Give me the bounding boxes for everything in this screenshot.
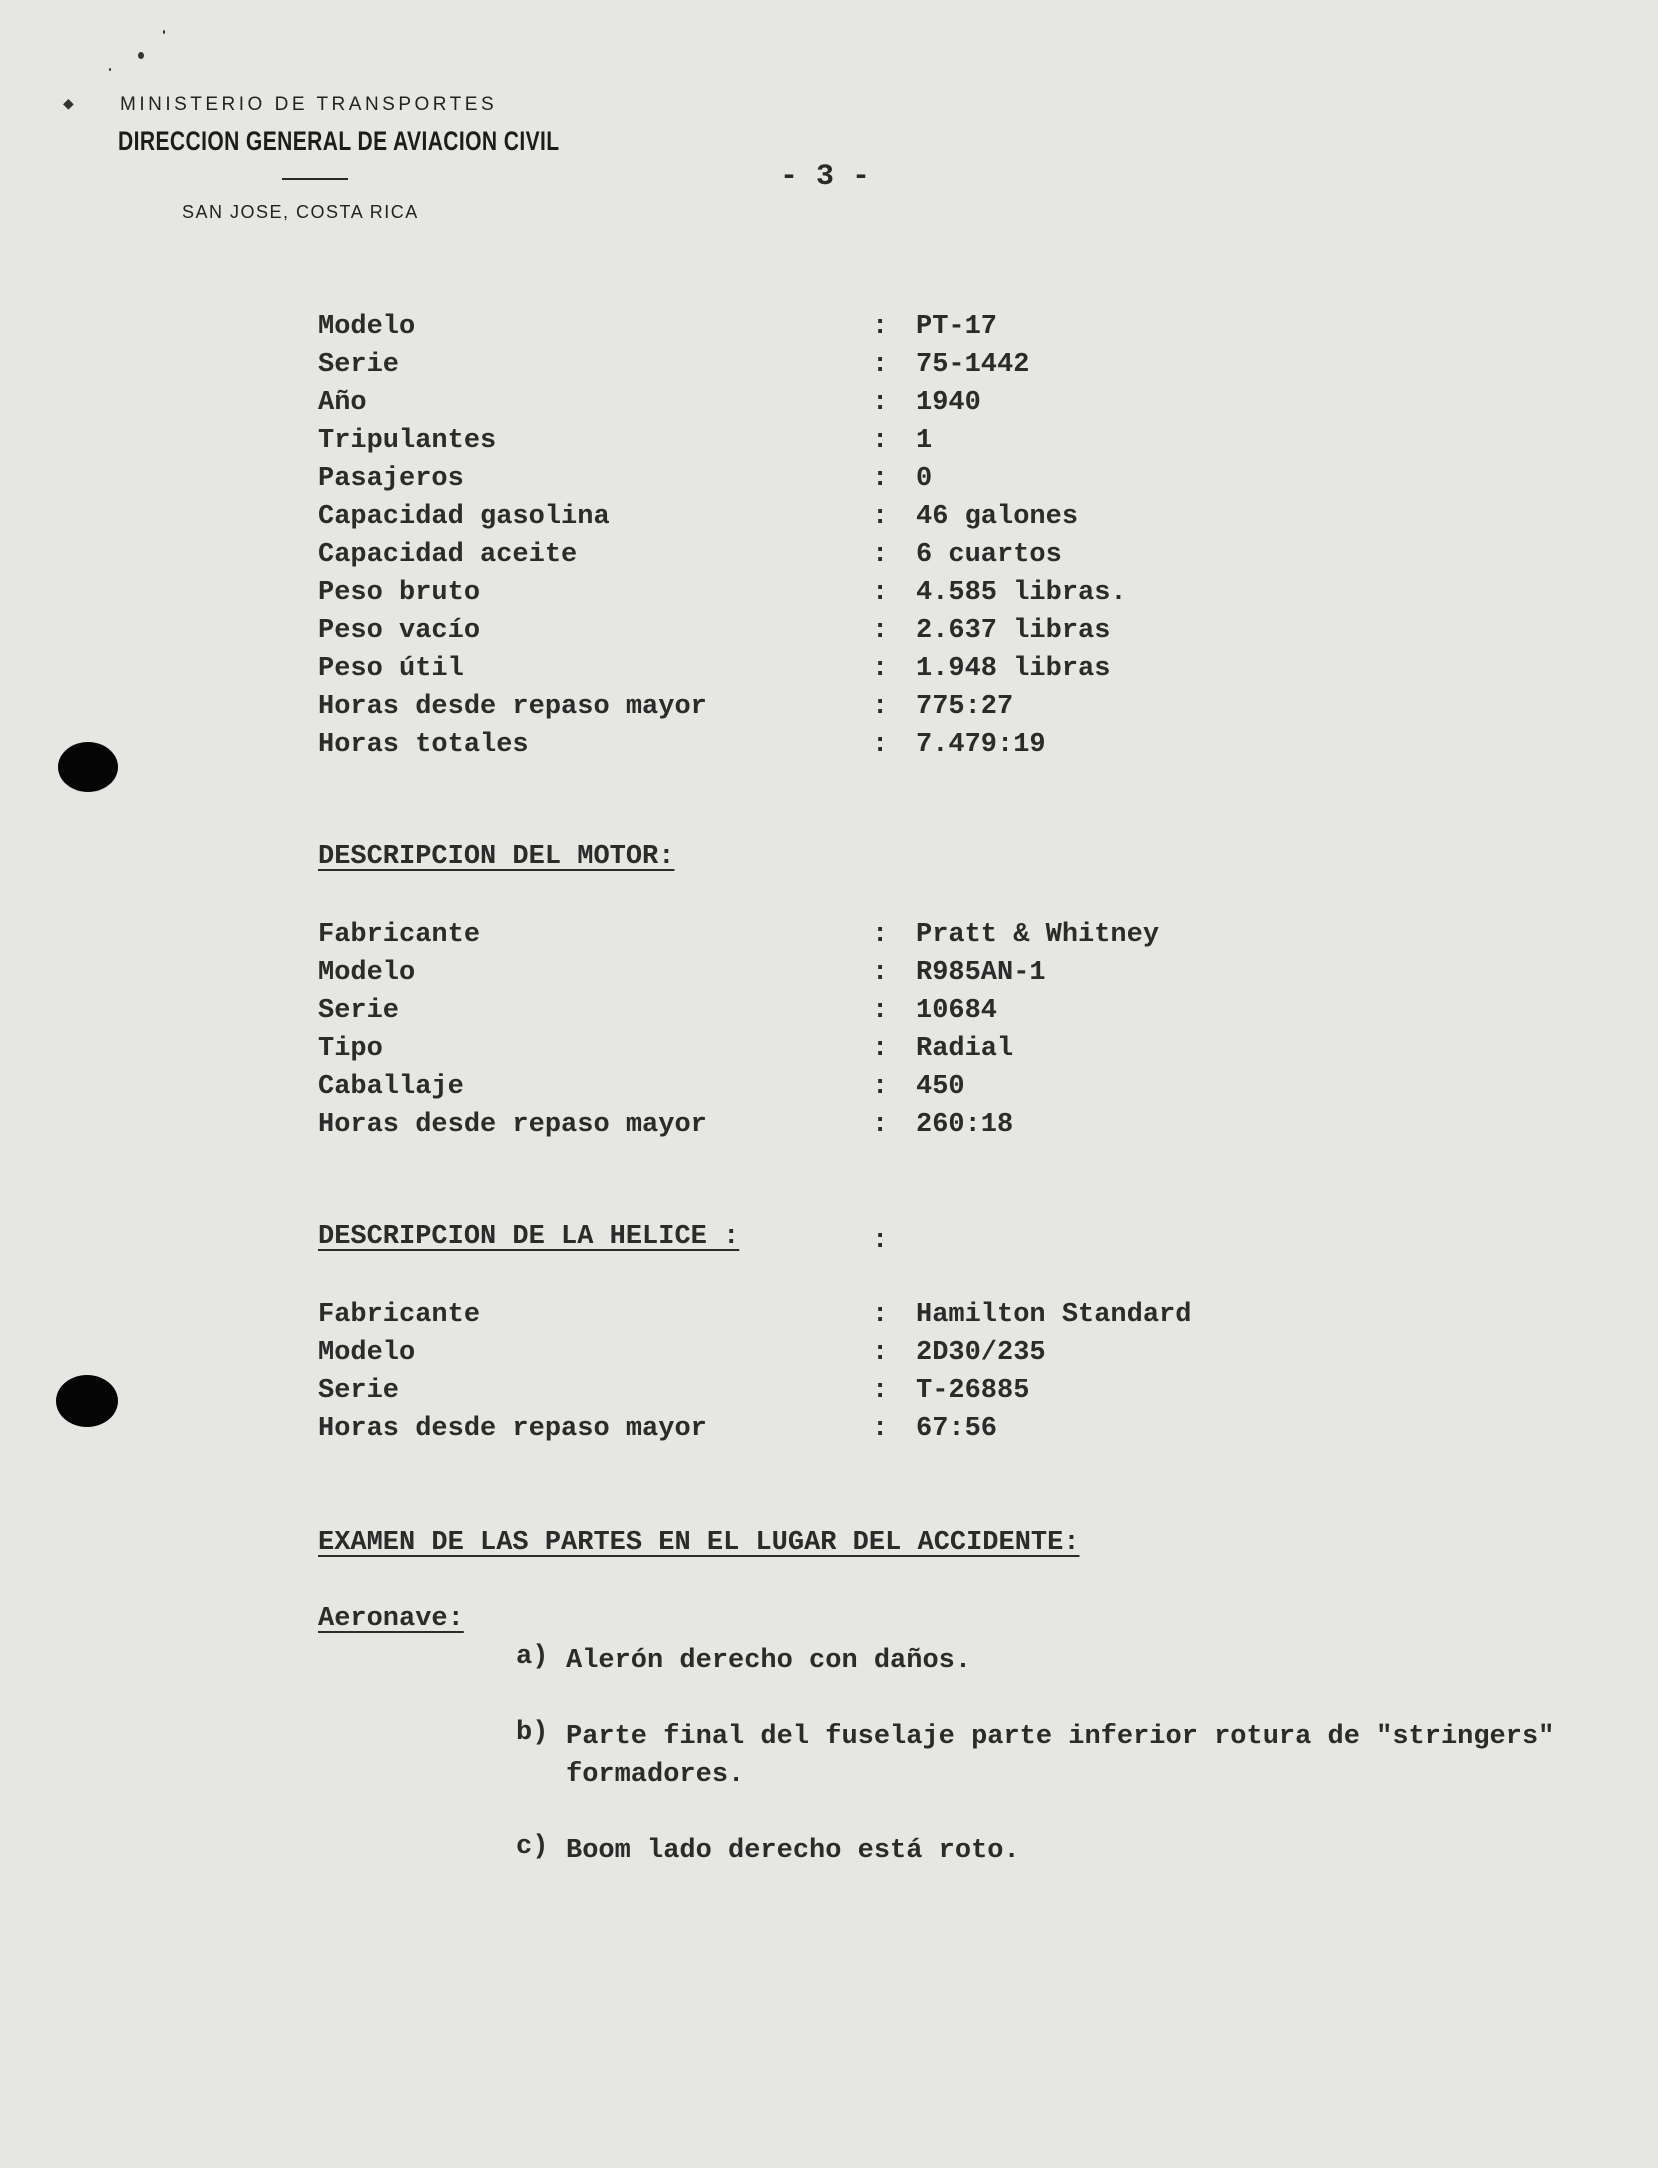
item-marker: a)	[516, 1642, 549, 1672]
damage-item	[516, 1832, 1020, 1952]
aircraft-row	[0, 578, 1658, 614]
row-colon: :	[872, 958, 889, 988]
row-label: Peso vacío	[318, 616, 481, 646]
row-colon: :	[872, 312, 889, 342]
row-value: R985AN-1	[916, 958, 1046, 988]
row-label: Capacidad aceite	[318, 540, 578, 570]
item-text: Boom lado derecho está roto.	[566, 1836, 1020, 1866]
row-colon: :	[872, 730, 889, 760]
row-colon: :	[872, 1072, 889, 1102]
row-colon: :	[872, 388, 889, 418]
motor-row	[0, 1110, 1658, 1146]
row-colon: :	[872, 578, 889, 608]
row-label: Año	[318, 388, 367, 418]
row-label: Tripulantes	[318, 426, 497, 456]
row-value: Radial	[916, 1034, 1014, 1064]
row-colon: :	[872, 1110, 889, 1140]
helice-heading: DESCRIPCION DE LA HELICE :	[318, 1222, 740, 1252]
letterhead-city: SAN JOSE, COSTA RICA	[182, 202, 419, 222]
aircraft-row	[0, 426, 1658, 462]
row-value: 4.585 libras.	[916, 578, 1127, 608]
row-label: Tipo	[318, 1034, 383, 1064]
row-label: Modelo	[318, 1338, 416, 1368]
motor-row	[0, 920, 1658, 956]
row-value: 1	[916, 426, 933, 456]
row-label: Modelo	[318, 958, 416, 988]
row-label: Serie	[318, 1376, 400, 1406]
damage-item	[516, 1718, 1555, 1838]
aircraft-row	[0, 730, 1658, 766]
item-text: Parte final del fuselaje parte inferior rotura de "stringers" formadores.	[566, 1722, 1555, 1790]
helice-heading-colon: :	[872, 1226, 889, 1256]
row-label: Serie	[318, 996, 400, 1026]
aircraft-row	[0, 654, 1658, 690]
row-value: 775:27	[916, 692, 1014, 722]
helice-row	[0, 1414, 1658, 1450]
row-colon: :	[872, 502, 889, 532]
row-value: PT-17	[916, 312, 998, 342]
aircraft-row	[0, 616, 1658, 652]
row-colon: :	[872, 692, 889, 722]
motor-heading: DESCRIPCION DEL MOTOR:	[318, 842, 675, 872]
row-colon: :	[872, 464, 889, 494]
aircraft-row	[0, 464, 1658, 500]
row-label: Horas desde repaso mayor	[318, 1414, 707, 1444]
helice-row	[0, 1300, 1658, 1336]
row-colon: :	[872, 426, 889, 456]
row-colon: :	[872, 616, 889, 646]
ink-speck	[138, 52, 144, 59]
row-value: 67:56	[916, 1414, 998, 1444]
row-colon: :	[872, 540, 889, 570]
row-label: Horas desde repaso mayor	[318, 1110, 707, 1140]
motor-row	[0, 996, 1658, 1032]
row-value: 1940	[916, 388, 981, 418]
letterhead-bullet-icon: ◆	[63, 96, 74, 112]
row-label: Serie	[318, 350, 400, 380]
helice-row	[0, 1376, 1658, 1412]
row-colon: :	[872, 996, 889, 1026]
aircraft-row	[0, 692, 1658, 728]
row-colon: :	[872, 1300, 889, 1330]
aircraft-row	[0, 388, 1658, 424]
row-value: 450	[916, 1072, 965, 1102]
row-value: 7.479:19	[916, 730, 1046, 760]
examen-subheading: Aeronave:	[318, 1604, 464, 1634]
row-label: Modelo	[318, 312, 416, 342]
motor-row	[0, 958, 1658, 994]
item-marker: b)	[516, 1718, 549, 1748]
helice-row	[0, 1338, 1658, 1374]
aircraft-row	[0, 312, 1658, 348]
row-label: Capacidad gasolina	[318, 502, 610, 532]
row-colon: :	[872, 350, 889, 380]
letterhead-direccion: DIRECCION GENERAL DE AVIACION CIVIL	[118, 126, 560, 156]
row-value: 1.948 libras	[916, 654, 1111, 684]
row-value: T-26885	[916, 1376, 1030, 1406]
row-value: 0	[916, 464, 933, 494]
row-label: Fabricante	[318, 1300, 481, 1330]
aircraft-row	[0, 502, 1658, 538]
row-value: 2D30/235	[916, 1338, 1046, 1368]
aircraft-row	[0, 540, 1658, 576]
item-text: Alerón derecho con daños.	[566, 1646, 972, 1676]
row-colon: :	[872, 654, 889, 684]
row-colon: :	[872, 1414, 889, 1444]
row-label: Fabricante	[318, 920, 481, 950]
row-colon: :	[872, 1034, 889, 1064]
row-value: 10684	[916, 996, 998, 1026]
row-value: 75-1442	[916, 350, 1030, 380]
letterhead-rule	[282, 178, 348, 180]
row-value: 46 galones	[916, 502, 1079, 532]
row-label: Horas desde repaso mayor	[318, 692, 707, 722]
ink-speck	[109, 68, 111, 71]
row-label: Horas totales	[318, 730, 529, 760]
row-label: Caballaje	[318, 1072, 464, 1102]
aircraft-row	[0, 350, 1658, 386]
examen-heading: EXAMEN DE LAS PARTES EN EL LUGAR DEL ACCIDENTE:	[318, 1528, 1080, 1558]
item-marker: c)	[516, 1832, 549, 1862]
row-value: 2.637 libras	[916, 616, 1111, 646]
row-label: Peso útil	[318, 654, 464, 684]
motor-row	[0, 1034, 1658, 1070]
row-value: 260:18	[916, 1110, 1014, 1140]
row-colon: :	[872, 1338, 889, 1368]
letterhead-ministry: MINISTERIO DE TRANSPORTES	[120, 94, 498, 115]
row-value: Hamilton Standard	[916, 1300, 1192, 1330]
row-value: 6 cuartos	[916, 540, 1062, 570]
row-value: Pratt & Whitney	[916, 920, 1160, 950]
ink-speck	[163, 30, 165, 34]
row-colon: :	[872, 920, 889, 950]
row-colon: :	[872, 1376, 889, 1406]
row-label: Peso bruto	[318, 578, 481, 608]
page-number: - 3 -	[780, 160, 871, 194]
motor-row	[0, 1072, 1658, 1108]
row-label: Pasajeros	[318, 464, 464, 494]
